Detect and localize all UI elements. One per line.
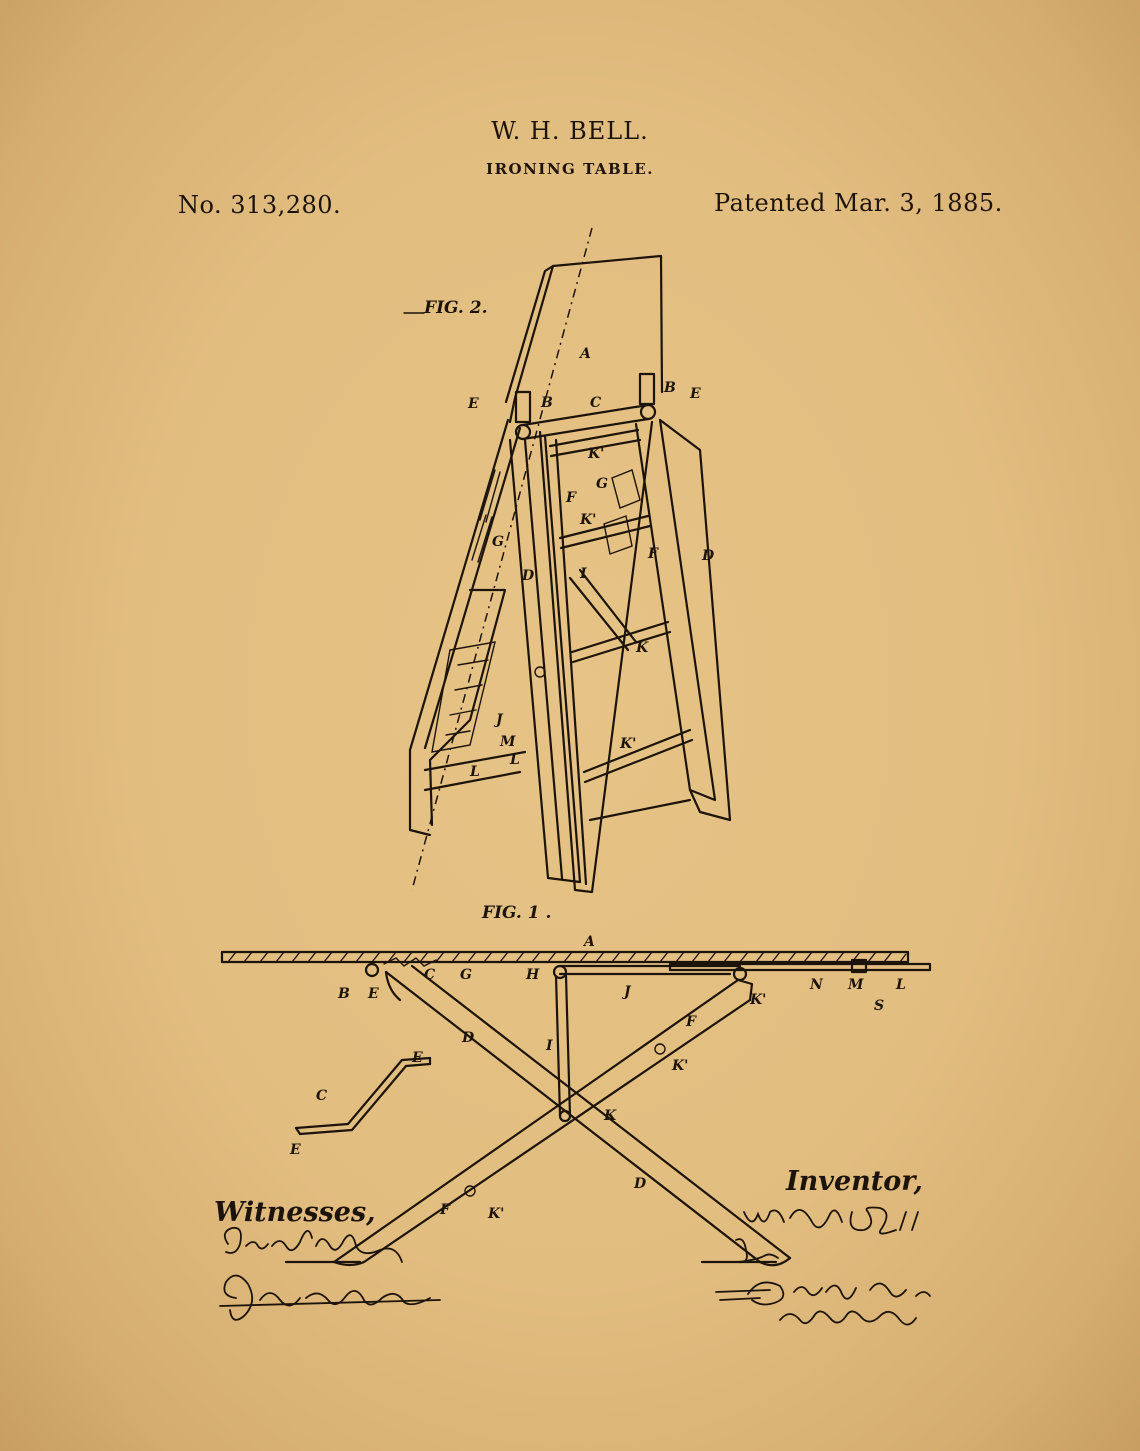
right-hinge-pin [641,405,655,419]
rear-leg-d [660,420,730,820]
witnesses-label: Witnesses, [214,1197,376,1228]
label-k-prime-fig1-b: K' [672,1058,689,1074]
label-e: E [468,396,479,412]
label-f: F [566,490,576,506]
label-b: B [541,395,553,411]
label-n-fig1: N [810,977,823,993]
label-d: D [522,568,535,584]
fig1-label: FIG. 1 . [482,903,552,923]
label-k-prime-fig1: K' [750,992,767,1008]
label-m: M [500,734,516,750]
board-left-edge [410,420,508,835]
rung-5 [590,800,690,820]
left-hinge-bracket [516,392,530,422]
label-e-right: E [690,386,701,402]
board-underside [430,590,505,825]
label-e-crank-bottom: E [290,1142,301,1158]
label-k-prime-fig1-c: K' [488,1206,505,1222]
label-s-fig1: S [874,998,885,1014]
label-k-prime-3: K' [620,736,637,752]
label-k-fig1: K [604,1108,617,1124]
label-i: I [580,566,587,582]
board-inner-edge [425,428,520,748]
label-g-fig1: G [460,967,472,983]
attorneys-signature [716,1282,930,1324]
label-f-fig1: F [686,1014,696,1030]
label-a: A [580,346,591,362]
label-a-fig1: A [584,934,595,950]
label-c: C [590,395,602,411]
fig2-label: FIG. 2. [424,298,488,318]
label-j: J [496,712,503,728]
patent-date: Patented Mar. 3, 1885. [714,189,1003,217]
figure-2-drawing [404,228,730,892]
label-k: K [636,640,649,656]
label-l-fig1: L [896,977,906,993]
inventor-signature [744,1208,918,1234]
label-b-fig1: B [338,986,350,1002]
label-l: L [510,752,520,768]
label-g-left: G [492,534,504,550]
inventor-label: Inventor, [786,1166,923,1197]
rung-4 [584,730,692,782]
label-k-prime-2: K' [580,512,597,528]
label-e-crank-top: E [412,1050,423,1066]
label-e-fig1: E [368,986,379,1002]
label-i-fig1: I [546,1038,553,1054]
label-k-prime: K' [588,446,605,462]
label-m-fig1: M [848,977,864,993]
brace-i [570,570,636,650]
front-right-leg-inner [556,440,586,884]
label-c-fig1: C [424,967,436,983]
label-j-fig1: J [624,984,631,1000]
label-d-fig1: D [462,1030,475,1046]
rear-cleats-g [604,470,640,554]
label-d-right: D [702,548,715,564]
label-f-fig1-lower: F [440,1202,450,1218]
label-d-fig1-lower: D [634,1176,647,1192]
board-hatching [228,952,906,962]
board-bevel [506,266,553,402]
witness-signature-2 [220,1275,440,1319]
label-b-right: B [664,380,676,396]
label-f-right: F [648,546,658,562]
label-g: G [596,476,608,492]
right-hinge-bracket [640,374,654,404]
label-c-crank: C [316,1088,328,1104]
hinge-pivot-left [366,964,378,976]
document-title: IRONING TABLE. [486,160,654,178]
strut-i [556,976,570,1116]
label-h-fig1: H [526,967,540,983]
leg-bolt-upper [655,1044,665,1054]
patent-number: No. 313,280. [178,191,342,219]
inventor-name: W. H. BELL. [491,117,649,145]
label-l-2: L [470,764,480,780]
